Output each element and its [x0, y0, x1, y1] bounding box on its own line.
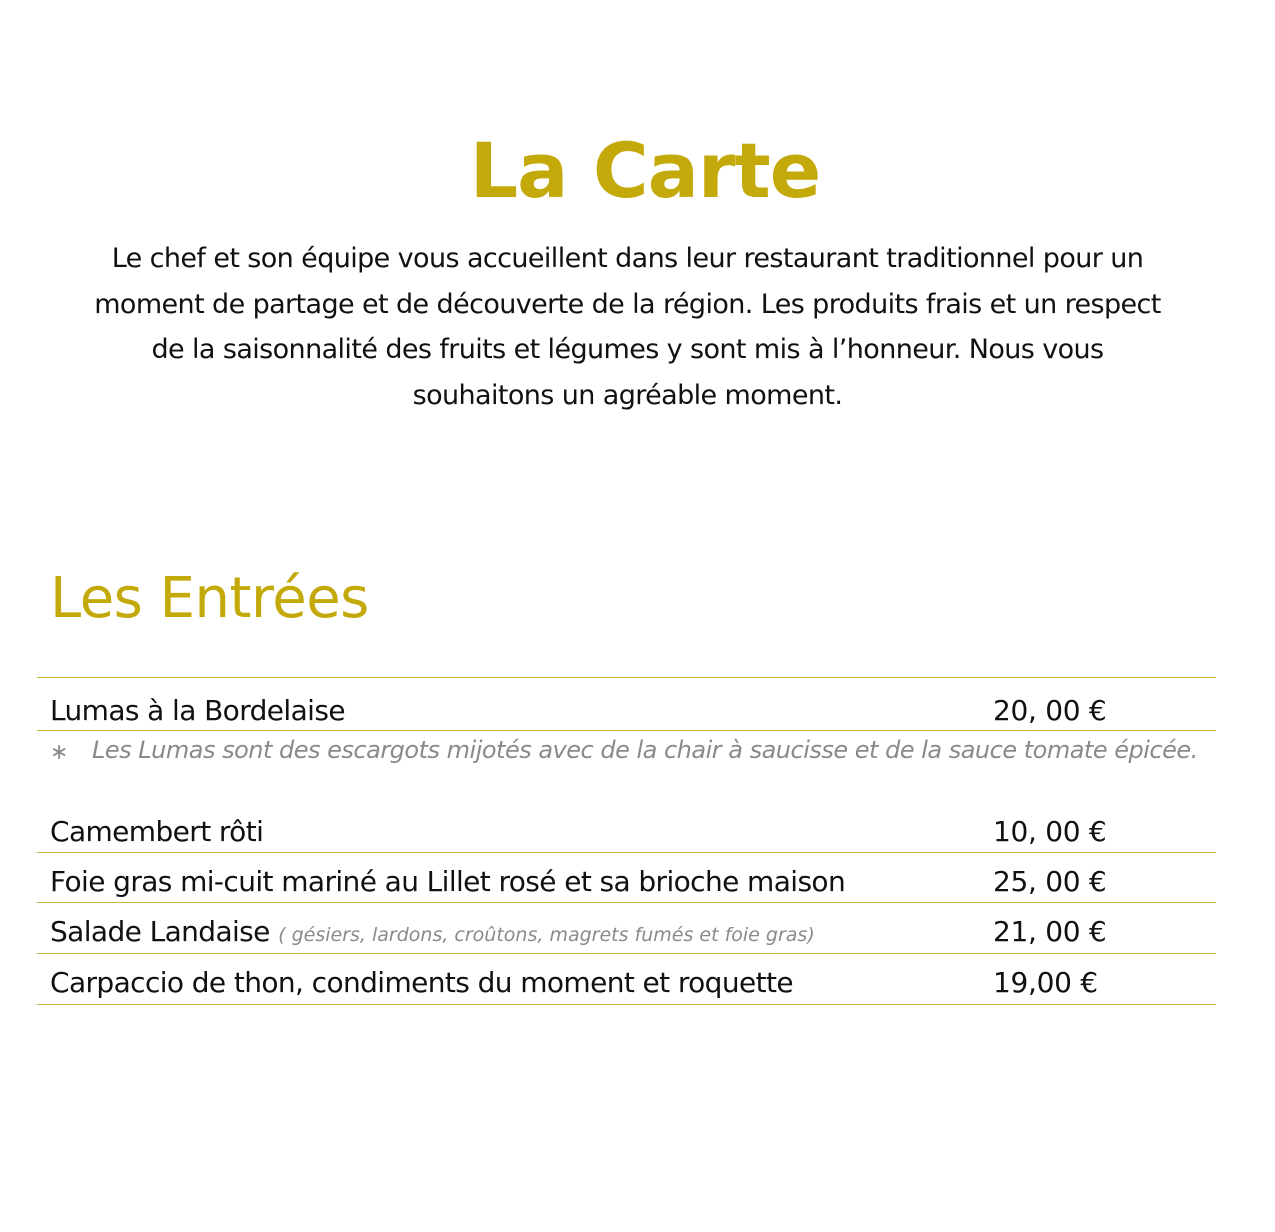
- menu-item-price: 10, 00 €: [993, 815, 1107, 848]
- section-title-entrees: Les Entrées: [50, 566, 369, 631]
- row-divider: [37, 852, 1216, 853]
- menu-item-detail: ( gésiers, lardons, croûtons, magrets fumés et foie gras): [278, 924, 815, 946]
- intro-paragraph: Le chef et son équipe vous accueillent dans leur restaurant traditionnel pour un moment de partage et de découverte de la région. Les produits frais et un respect de la saisonnalité des fruits et légumes y sont mis à l’honneur. Nous vous souhaitons un agréable moment.: [94, 243, 1161, 411]
- row-divider: [37, 953, 1216, 954]
- menu-item-name-group: [50, 915, 815, 952]
- menu-item-name: Camembert rôti: [50, 815, 264, 848]
- menu-item-name: Foie gras mi-cuit mariné au Lillet rosé et sa brioche maison: [50, 865, 846, 898]
- page-title: La Carte: [469, 125, 821, 215]
- asterisk-icon: ∗: [50, 740, 69, 765]
- menu-item-price: 19,00 €: [993, 966, 1098, 999]
- menu-item-name: Salade Landaise: [50, 915, 270, 948]
- menu-item-price: 25, 00 €: [993, 865, 1107, 898]
- menu-item-name: Lumas à la Bordelaise: [50, 694, 345, 727]
- menu-item-note: Les Lumas sont des escargots mijotés avec de la chair à saucisse et de la sauce tomate épicée.: [92, 736, 1198, 764]
- table-top-rule: [37, 677, 1216, 678]
- menu-item-price: 20, 00 €: [993, 694, 1107, 727]
- table-bottom-rule: [37, 1004, 1216, 1005]
- menu-item-price: 21, 00 €: [993, 915, 1107, 948]
- row-divider: [37, 902, 1216, 903]
- row-divider: [37, 730, 1216, 731]
- menu-item-name: Carpaccio de thon, condiments du moment et roquette: [50, 966, 794, 999]
